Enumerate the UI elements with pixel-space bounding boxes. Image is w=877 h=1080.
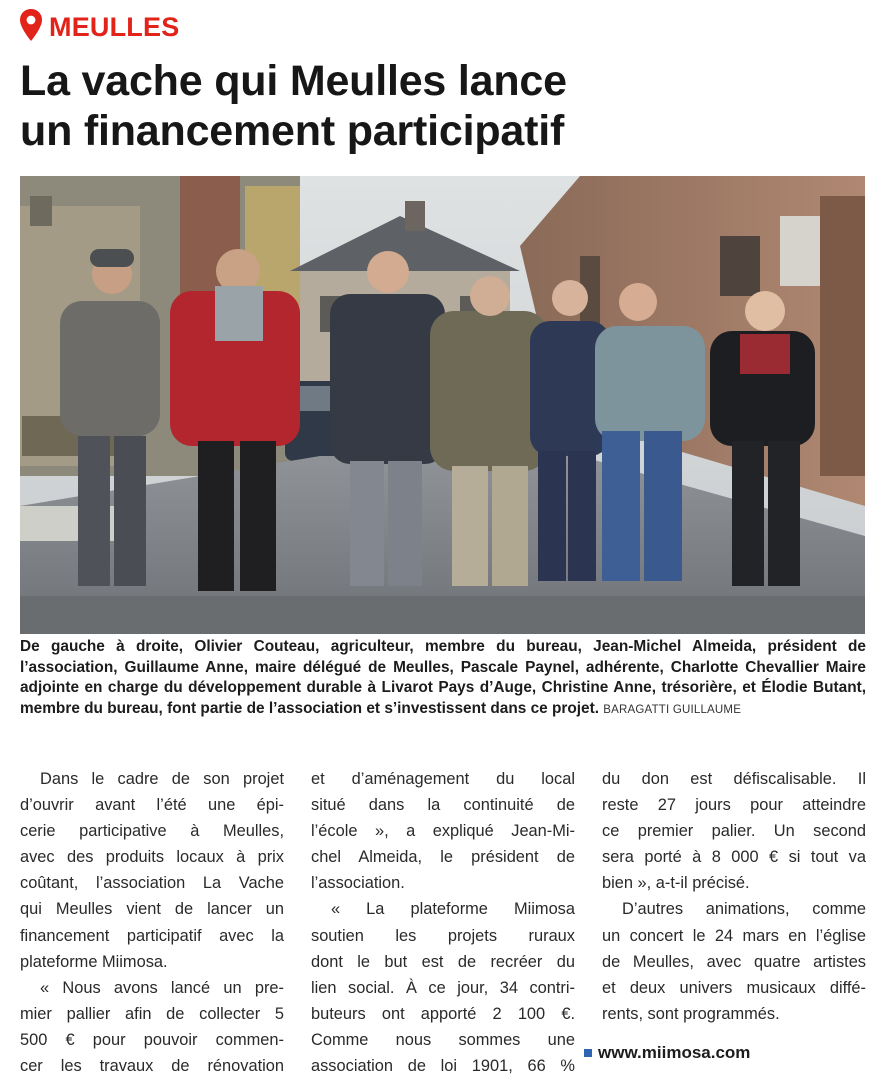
square-bullet-icon [584,1049,592,1057]
article-line: soutien les projets ruraux [311,926,575,945]
article-line: bien », a-t-il précisé. [602,874,750,893]
article-line: plateforme Miimosa. [20,952,168,971]
article-line: « Nous avons lancé un pre- [40,978,284,997]
article-line: Comme nous sommes une [311,1030,575,1049]
article-line: lien social. À ce jour, 34 contri- [311,978,575,997]
article-body [20,766,866,1076]
article-line: rents, sont programmés. [602,1004,780,1023]
article-line: l’école », a expliqué Jean-Mi- [311,822,575,841]
article-line: ce premier palier. Un second [602,822,866,841]
article-line: financement participatif avec la [20,926,284,945]
headline-line-2: un financement participatif [20,107,565,155]
article-column-2 [311,766,575,1079]
caption-text: De gauche à droite, Olivier Couteau, agriculteur, membre du bureau, Jean-Michel Almeida, président de l’association, Guillaume Anne, maire délégué de Meulles, Pascale Paynel, adhérente, Charlotte Chevallier Maire adjointe en charge du développement durable à Livarot Pays d’Auge, Christine Anne, trésorière, et Élodie Butant, membre du bureau, font partie de l’association et s’investissent dans ce projet. [20,638,866,717]
article-line: cer les travaux de rénovation [20,1057,284,1076]
headline-line-1: La vache qui Meulles lance [20,57,567,105]
article-line: situé dans la continuité de [311,796,575,815]
article-line: coûtant, l’association La Vache [20,874,284,893]
miimosa-link[interactable] [584,1043,750,1063]
article-line: Dans le cadre de son projet [40,770,284,788]
article-line: avec des produits locaux à prix [20,848,284,867]
article-line: d’ouvrir avant l’été une épi- [20,796,284,815]
article-line: l’association. [311,874,405,893]
article-line: chel Almeida, le président de [311,848,575,867]
article-line: de Meulles, avec quatre artistes [602,952,866,971]
article-line: « La plateforme Miimosa [331,900,575,919]
location-tag [19,6,179,44]
article-line: 500 € pour pouvoir commen- [20,1030,284,1049]
location-label: MEULLES [49,11,180,42]
article-line: mier pallier afin de collecter 5 [20,1004,284,1023]
article-line: et deux univers musicaux diffé- [602,978,866,997]
article-column-3 [602,766,866,1027]
article-headline [20,56,860,156]
article-line: et d’aménagement du local [311,770,575,788]
map-pin-icon [19,8,43,42]
photo-credit: BARAGATTI GUILLAUME [603,703,742,716]
photo-caption [20,637,866,720]
article-line: dont le but est de recréer du [311,952,575,971]
article-line: un concert le 24 mars en l’église [602,926,866,945]
group-photo-image [20,176,865,634]
article-line: du don est défiscalisable. Il [602,770,866,788]
article-line: sera porté à 8 000 € si tout va [602,848,866,867]
group-photo [20,176,865,634]
article-line: qui Meulles vient de lancer un [20,900,284,919]
article-line: association de loi 1901, 66 % [311,1057,575,1076]
article-line: cerie participative à Meulles, [20,822,284,841]
miimosa-link-text: www.miimosa.com [598,1043,751,1062]
article-line: buteurs ont apporté 2 100 €. [311,1004,575,1023]
article-column-1 [20,766,284,1079]
article-line: reste 27 jours pour atteindre [602,796,866,815]
article-line: D’autres animations, comme [622,900,866,919]
